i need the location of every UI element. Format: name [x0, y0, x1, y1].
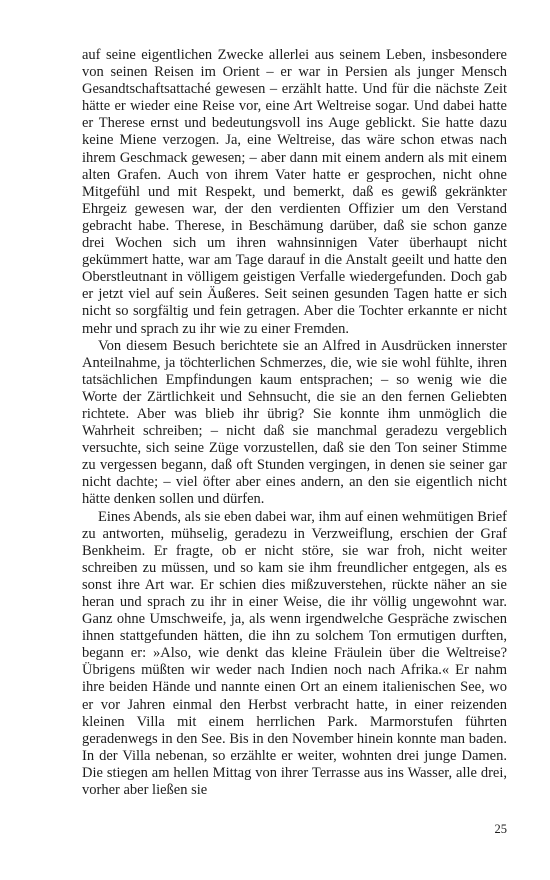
- body-text: [82, 47, 507, 799]
- paragraph-3: Eines Abends, als sie eben dabei war, ihm auf einen wehmütigen Brief zu antworten, mühselig, geradezu in Verzweiflung, erschien der Graf Benkheim. Er fragte, ob er nicht störe, sie war froh, nicht weiter schreiben zu müssen, und so kam sie ihm freundlicher entgegen, als es sonst ihre Art war. Er schien dies mißzuverstehen, rückte näher an sie heran und sprach zu ihr in einer Weise, die ihr völlig ungewohnt war. Ganz ohne Umschweife, ja, als wenn irgendwelche Gespräche zwischen ihnen stattgefunden hätten, die ihn zu solchem Ton ermutigen durften, begann er: »Also, wie denkt das kleine Fräulein über die Weltreise? Übrigens müßten wir weder nach Indien noch nach Afrika.« Er nahm ihre beiden Hände und nannte einen Ort an einem italienischen See, wo er vor Jahren einmal den Herbst verbracht hatte, in einer reizenden kleinen Villa mit einem herrlichen Park. Marmorstufen führten geradenwegs in den See. Bis in den November hinein konnte man baden. In der Villa nebenan, so erzählte er weiter, wohnten drei junge Damen. Die stiegen am hellen Mittag von ihrer Terrasse aus ins Wasser, alle drei, vorher aber ließen sie: [82, 508, 507, 799]
- page-number: 25: [494, 822, 507, 836]
- paragraph-2: Von diesem Besuch berichtete sie an Alfred in Ausdrücken innerster Anteilnahme, ja töchterlichen Schmerzes, die, wie sie wohl fühlte, ihren tatsächlichen Empfindungen kaum entsprachen; – so wenig wie die Worte der Zärtlichkeit und Sehnsucht, die sie an den fernen Geliebten richtete. Aber was blieb ihr übrig? Sie konnte ihm unmöglich die Wahrheit schreiben; – nicht daß sie manchmal geradezu vergeblich versuchte, sich seine Züge vorzustellen, daß sie den Ton seiner Stimme zu vergessen begann, daß oft Stunden vergingen, in denen sie seiner gar nicht dachte; – viel öfter aber eines andern, an den sie eigentlich nicht hätte denken sollen und dürfen.: [82, 337, 507, 508]
- paragraph-1: auf seine eigentlichen Zwecke allerlei aus seinem Leben, insbesondere von seinen Reisen im Orient – er war in Persien als junger Mensch Gesandtschaftsattaché gewesen – erzählt hatte. Und für die nächste Zeit hätte er wieder eine Reise vor, eine Art Weltreise sogar. Und dabei hatte er Therese ernst und bedeutungsvoll ins Auge geblickt. Sie hatte dazu keine Miene verzogen. Ja, eine Weltreise, das wäre schon etwas nach ihrem Geschmack gewesen; – aber dann mit einem andern als mit einem alten Grafen. Auch von ihrem Vater hatte er gesprochen, nicht ohne Mitgefühl und mit Respekt, und bemerkt, daß es gewiß gekränkter Ehrgeiz gewesen war, der den verdienten Offizier um den Verstand gebracht habe. Therese, in Beschämung darüber, daß sie schon ganze drei Wochen sich um ihren wahnsinnigen Vater überhaupt nicht gekümmert hatte, war am Tage darauf in die Anstalt geeilt und hatte den Oberstleutnant in völligem geistigen Verfalle wiedergefunden. Doch gab er jetzt viel auf sein Äußeres. Seit seinen gesunden Tagen hatte er sich nicht so sorgfältig und fein getragen. Aber die Tochter erkannte er nicht mehr und sprach zu ihr wie zu einer Fremden.: [82, 47, 507, 337]
